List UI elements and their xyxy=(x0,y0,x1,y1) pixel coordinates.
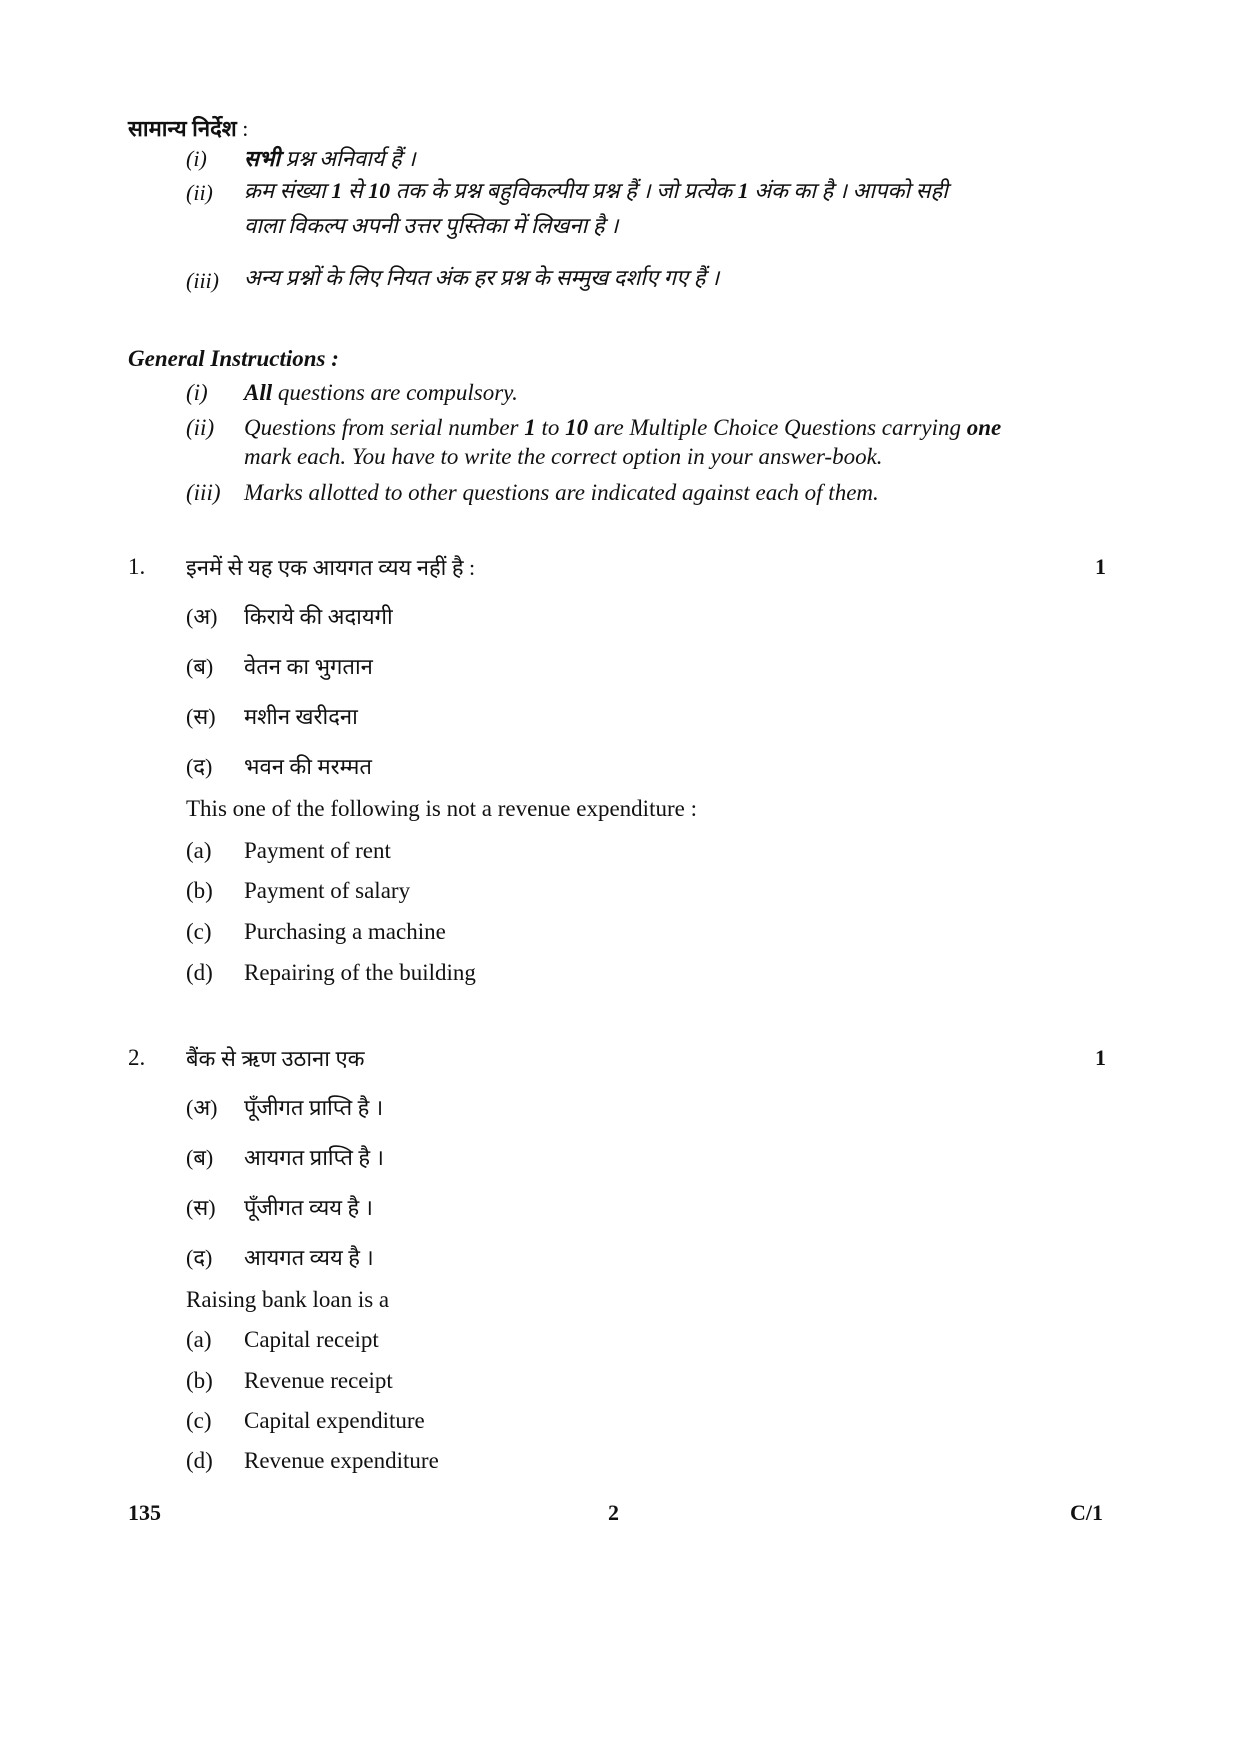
q2-hindi-option-c-label: (स) xyxy=(186,1195,216,1220)
general-instruction-2-line2: mark each. You have to write the correct option in your answer-book. xyxy=(244,444,883,469)
question-1-english-text: This one of the following is not a revenue expenditure : xyxy=(186,796,697,821)
q2-hindi-option-a: पूँजीगत प्राप्ति है । xyxy=(244,1095,384,1120)
hindi-instruction-2-num: (ii) xyxy=(186,180,213,205)
q1-hindi-option-d: भवन की मरम्मत xyxy=(244,754,372,779)
question-2-number: 2. xyxy=(128,1045,146,1070)
footer-set: C/1 xyxy=(1070,1500,1103,1525)
hi-ins2-b2: 10 xyxy=(368,178,391,203)
gen-ins2-b1: 1 xyxy=(524,415,536,440)
general-instruction-3-num: (iii) xyxy=(186,480,221,505)
q2-hindi-option-c: पूँजीगत व्यय है । xyxy=(244,1195,374,1220)
q2-english-option-a-label: (a) xyxy=(186,1327,212,1352)
gen-ins1-text: questions are compulsory. xyxy=(272,380,518,405)
q2-hindi-option-a-label: (अ) xyxy=(186,1095,218,1120)
general-instruction-3: Marks allotted to other questions are indicated against each of them. xyxy=(244,480,879,505)
question-2-english-text: Raising bank loan is a xyxy=(186,1287,390,1312)
q1-english-option-c-label: (c) xyxy=(186,919,212,944)
general-instruction-1-num: (i) xyxy=(186,380,208,405)
hi-ins2-b3: 1 xyxy=(737,178,749,203)
general-instruction-1 xyxy=(244,380,518,406)
footer-code: 135 xyxy=(128,1500,161,1525)
hindi-instruction-1-bold: सभी xyxy=(244,146,281,171)
q1-hindi-option-d-label: (द) xyxy=(186,754,213,779)
general-instructions-heading: General Instructions : xyxy=(128,346,339,371)
hindi-instruction-2-line2: वाला विकल्प अपनी उत्तर पुस्तिका में लिखना है । xyxy=(244,213,619,238)
gen-ins2-a: Questions from serial number xyxy=(244,415,525,440)
hi-ins2-c: तक के प्रश्न बहुविकल्पीय प्रश्न हैं । जो प्रत्येक xyxy=(390,178,738,203)
q1-english-option-b-label: (b) xyxy=(186,878,213,903)
hindi-instruction-3-num: (iii) xyxy=(186,268,219,293)
q1-hindi-option-a: किराये की अदायगी xyxy=(244,604,393,629)
q2-english-option-a: Capital receipt xyxy=(244,1327,379,1352)
hi-ins2-b: से xyxy=(342,178,369,203)
question-2-marks: 1 xyxy=(1095,1045,1106,1070)
q1-hindi-option-c: मशीन खरीदना xyxy=(244,704,358,729)
q2-english-option-b: Revenue receipt xyxy=(244,1368,393,1393)
q2-hindi-option-d: आयगत व्यय है । xyxy=(244,1245,374,1270)
hindi-instruction-1-text: प्रश्न अनिवार्य हैं । xyxy=(280,146,416,171)
q1-english-option-a-label: (a) xyxy=(186,838,212,863)
question-1-hindi-text: इनमें से यह एक आयगत व्यय नहीं है : xyxy=(186,555,476,580)
q1-english-option-b: Payment of salary xyxy=(244,878,411,903)
q2-english-option-d: Revenue expenditure xyxy=(244,1448,439,1473)
q1-english-option-c: Purchasing a machine xyxy=(244,919,446,944)
q2-english-option-c: Capital expenditure xyxy=(244,1408,425,1433)
q1-english-option-d: Repairing of the building xyxy=(244,960,476,985)
q2-english-option-c-label: (c) xyxy=(186,1408,212,1433)
footer-page-number: 2 xyxy=(608,1500,619,1525)
gen-ins2-c: are Multiple Choice Questions carrying xyxy=(588,415,967,440)
q1-hindi-option-c-label: (स) xyxy=(186,704,216,729)
q2-hindi-option-b: आयगत प्राप्ति है । xyxy=(244,1145,384,1170)
hindi-instruction-1-num: (i) xyxy=(186,146,207,171)
general-instruction-2-num: (ii) xyxy=(186,415,215,440)
gen-ins2-b3: one xyxy=(966,415,1002,440)
hindi-instructions-heading xyxy=(128,113,248,143)
q1-hindi-option-b: वेतन का भुगतान xyxy=(244,654,373,679)
hindi-heading-suffix: : xyxy=(236,116,249,141)
question-1-number: 1. xyxy=(128,554,146,579)
q1-english-option-a: Payment of rent xyxy=(244,838,391,863)
hindi-heading-text: सामान्य निर्देश xyxy=(128,116,237,141)
hindi-instruction-1 xyxy=(244,143,416,173)
question-2-hindi-text: बैंक से ऋण उठाना एक xyxy=(186,1046,365,1071)
gen-ins2-b2: 10 xyxy=(565,415,589,440)
q2-english-option-d-label: (d) xyxy=(186,1448,213,1473)
q1-english-option-d-label: (d) xyxy=(186,960,213,985)
hi-ins2-a: क्रम संख्या xyxy=(244,178,332,203)
q2-hindi-option-d-label: (द) xyxy=(186,1245,213,1270)
hi-ins2-b1: 1 xyxy=(331,178,343,203)
gen-ins1-bold: All xyxy=(244,380,273,405)
hindi-instruction-2-line1 xyxy=(244,175,948,205)
gen-ins2-b: to xyxy=(535,415,566,440)
q2-english-option-b-label: (b) xyxy=(186,1368,213,1393)
hindi-instruction-3: अन्य प्रश्नों के लिए नियत अंक हर प्रश्न के सम्मुख दर्शाए गए हैं । xyxy=(244,265,720,290)
q1-hindi-option-a-label: (अ) xyxy=(186,604,218,629)
question-1-marks: 1 xyxy=(1095,554,1106,579)
general-instruction-2-line1 xyxy=(244,415,1001,441)
q1-hindi-option-b-label: (ब) xyxy=(186,654,214,679)
hi-ins2-d: अंक का है । आपको सही xyxy=(748,178,948,203)
q2-hindi-option-b-label: (ब) xyxy=(186,1145,214,1170)
